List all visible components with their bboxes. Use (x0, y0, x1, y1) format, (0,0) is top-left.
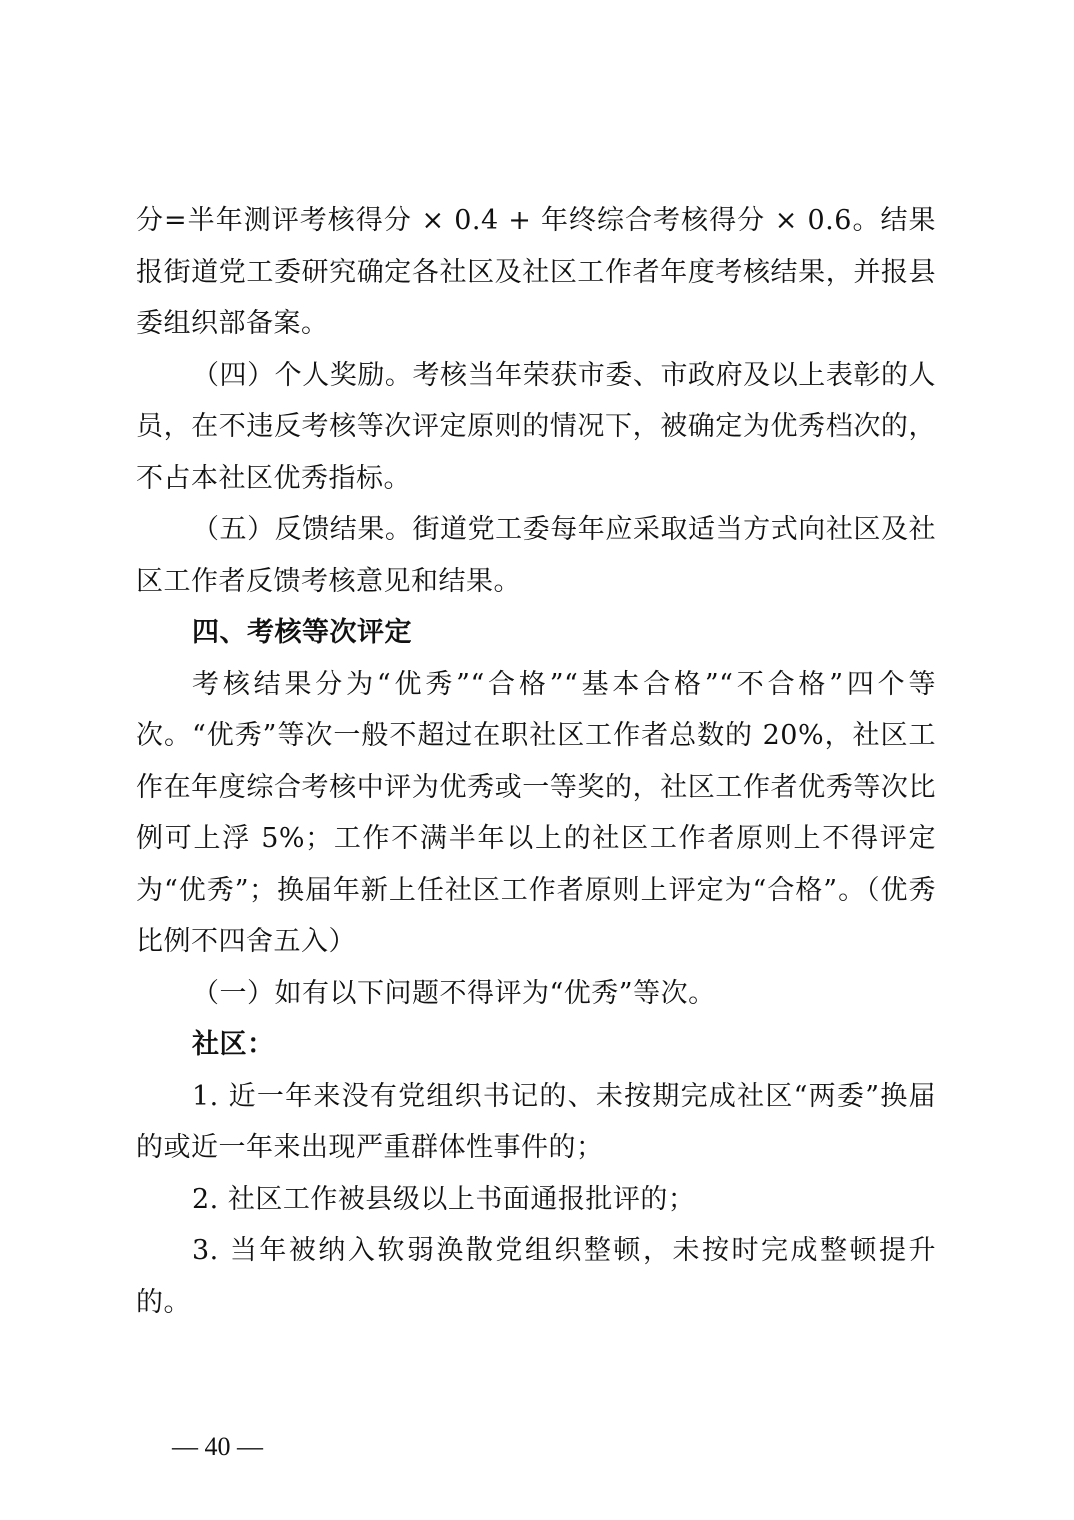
list-item-2: 2. 社区工作被县级以上书面通报批评的； (192, 1183, 696, 1215)
document-body (136, 195, 936, 1328)
paragraph-personal-award: （四）个人奖励。考核当年荣获市委、市政府及以上表彰的人员，在不违反考核等次评定原则的情况下，被确定为优秀档次的，不占本社区优秀指标。 (136, 359, 936, 494)
list-item-1: 1. 近一年来没有党组织书记的、未按期完成社区“两委”换届的或近一年来出现严重群体性事件的； (136, 1080, 936, 1163)
paragraph-feedback: （五）反馈结果。街道党工委每年应采取适当方式向社区及社区工作者反馈考核意见和结果。 (136, 514, 936, 597)
paragraph-not-excellent: （一）如有以下问题不得评为“优秀”等次。 (192, 977, 716, 1009)
list-item-3: 3. 当年被纳入软弱涣散党组织整顿，未按时完成整顿提升的。 (136, 1235, 936, 1318)
paragraph-grading-levels: 考核结果分为“优秀”“合格”“基本合格”“不合格”四个等次。“优秀”等次一般不超过在职社区工作者总数的 20%，社区工作在年度综合考核中评为优秀或一等奖的，社区工作者优秀等次比例可上浮 5%；工作不满半年以上的社区工作者原则上不得评定为“优秀”；换届年新上任社区工作者原则上评定为“合格”。（优秀比例不四舍五入） (136, 668, 936, 957)
paragraph-score-formula: 分=半年测评考核得分 × 0.4 + 年终综合考核得分 × 0.6。结果报街道党工委研究确定各社区及社区工作者年度考核结果，并报县委组织部备案。 (136, 205, 936, 339)
subheading-community: 社区： (192, 1029, 275, 1060)
page-number: — 40 — (172, 1432, 263, 1461)
section-heading-grading: 四、考核等次评定 (192, 617, 412, 648)
